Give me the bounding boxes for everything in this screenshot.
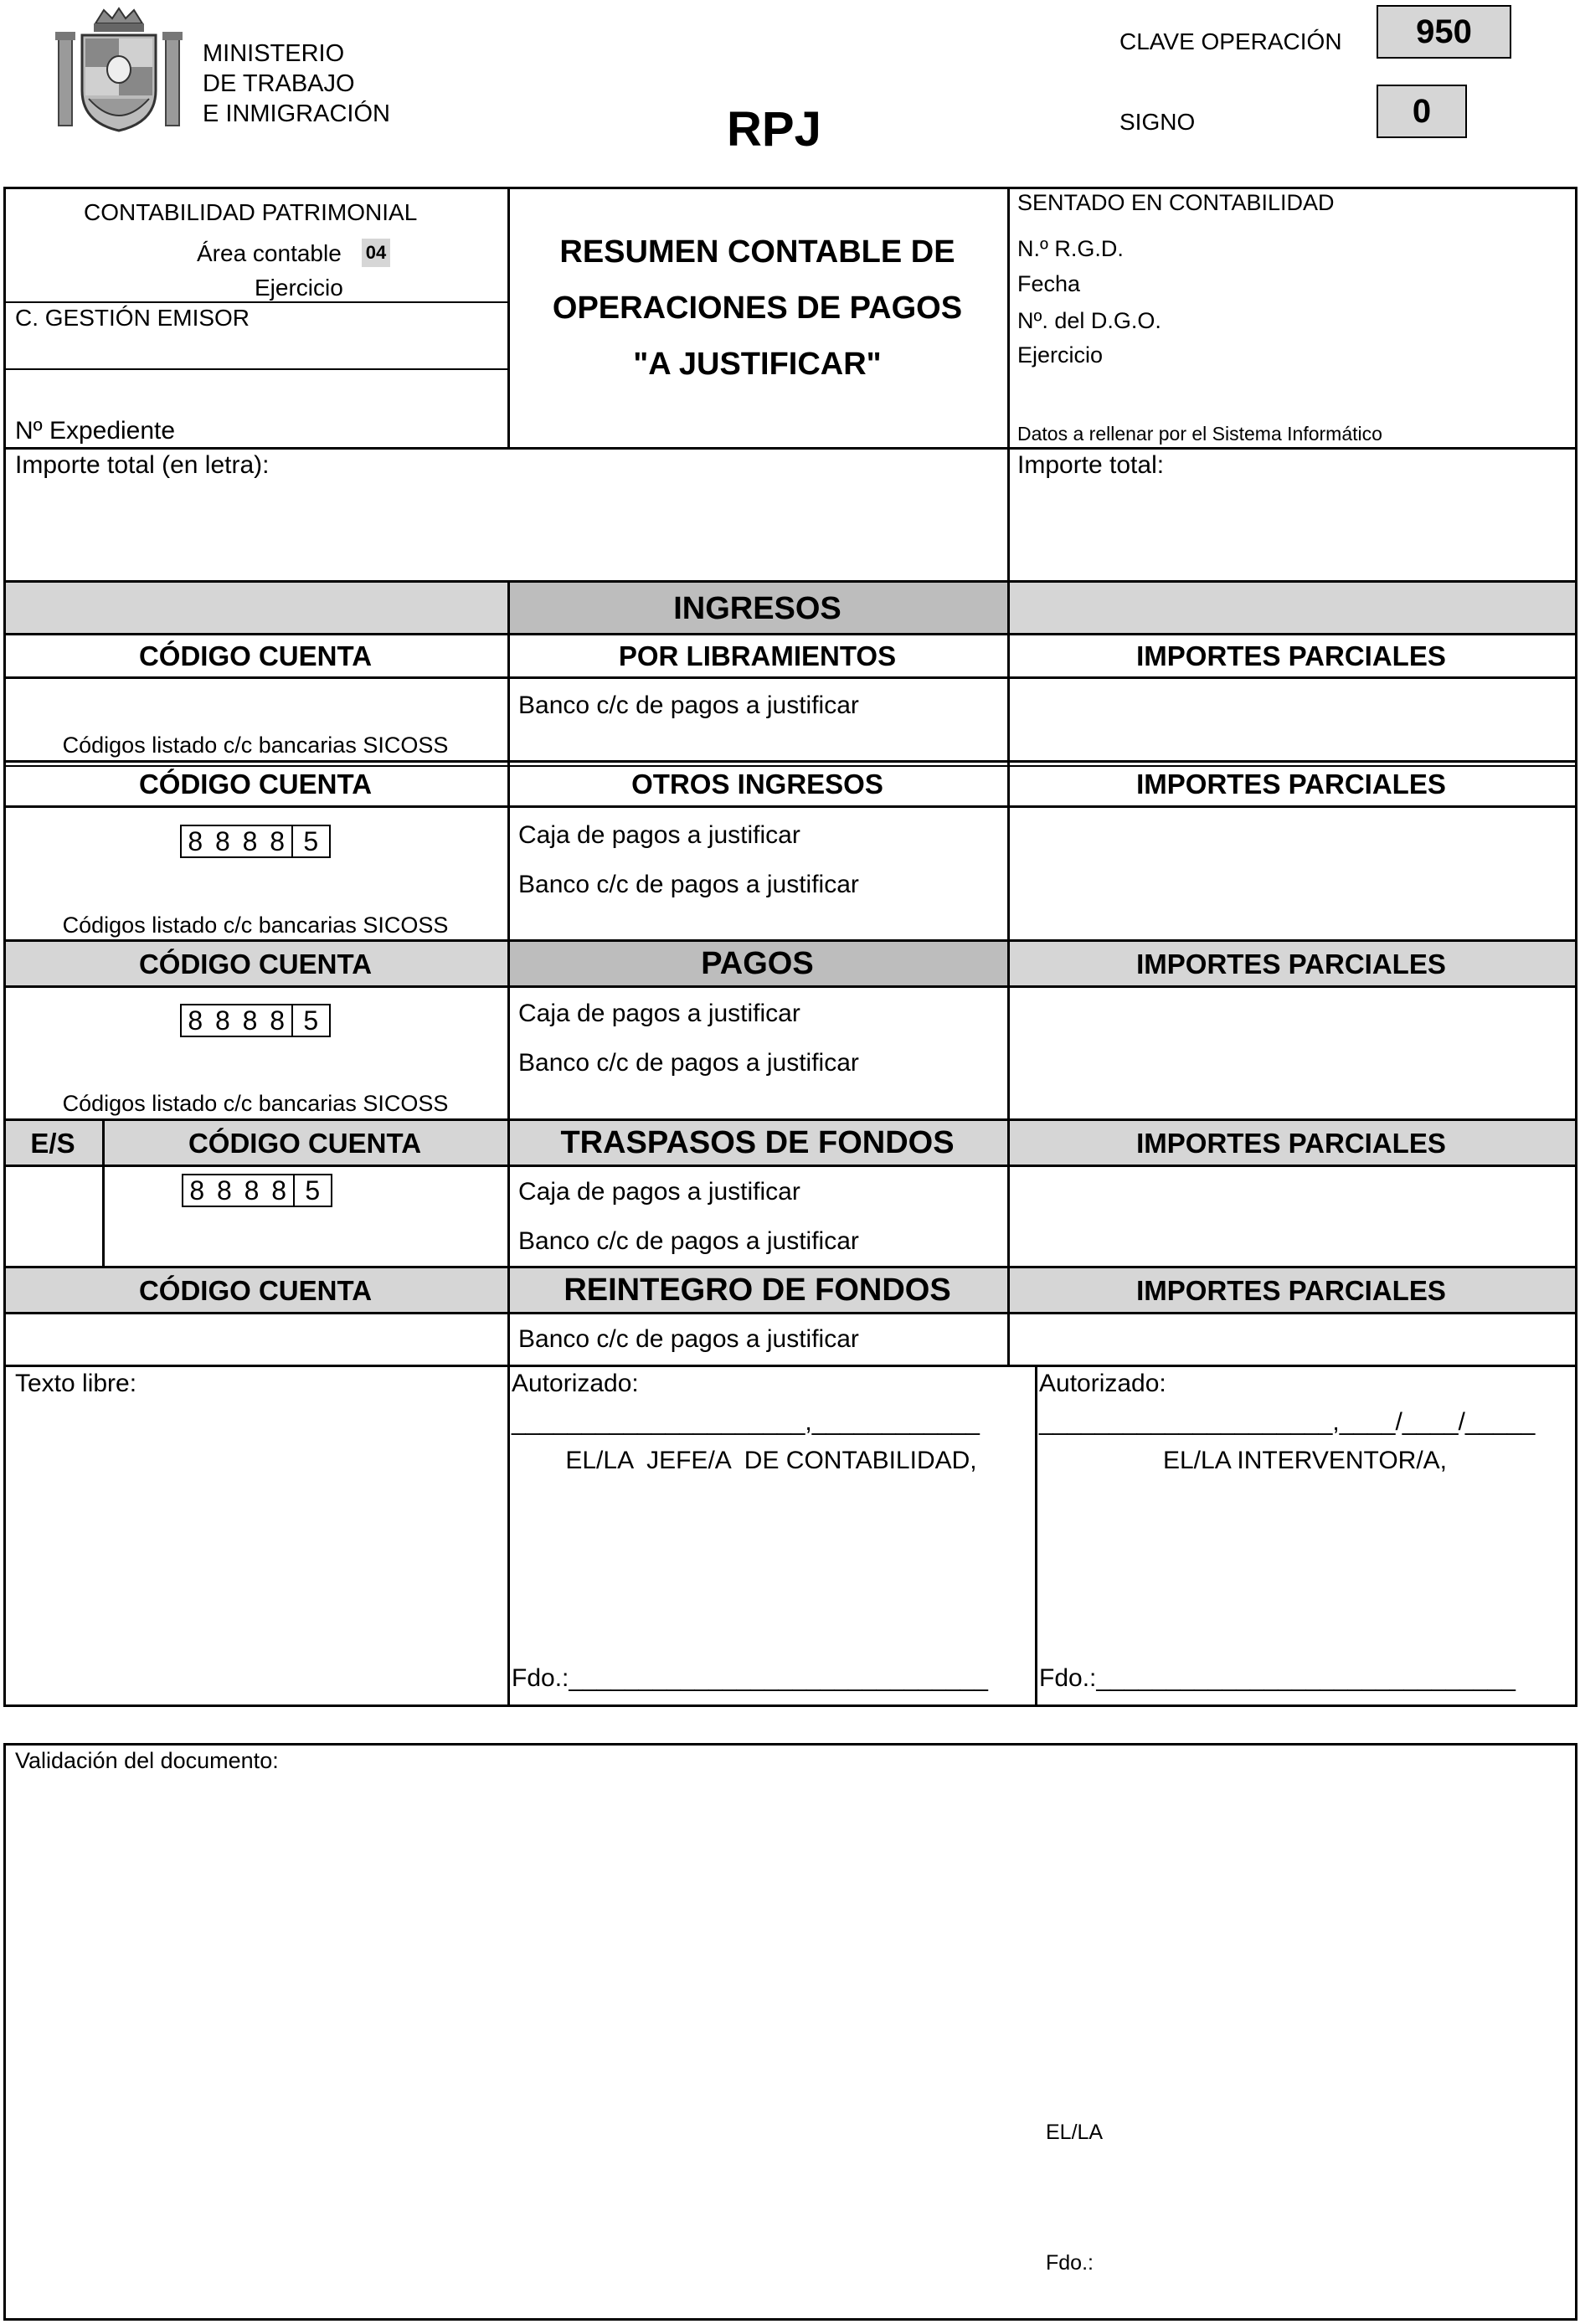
line [3, 676, 1577, 679]
line [3, 760, 1577, 763]
banco-row-2: Banco c/c de pagos a justificar [518, 871, 859, 898]
account-digit: 8 [189, 1175, 205, 1206]
account-digit: 8 [188, 825, 203, 856]
banco-row-5: Banco c/c de pagos a justificar [518, 1325, 859, 1353]
importe-letra-label: Importe total (en letra): [15, 451, 270, 479]
clave-operacion-box [1377, 5, 1511, 59]
line [3, 765, 1577, 767]
traspasos-heading: TRASPASOS DE FONDOS [560, 1125, 955, 1160]
ministry-line-3: E INMIGRACIÓN [203, 100, 390, 127]
interventor-label: EL/LA INTERVENTOR/A, [1162, 1447, 1447, 1474]
line [3, 1704, 1577, 1707]
line [3, 1365, 1577, 1367]
ingresos-band-left [5, 583, 507, 633]
importes-parciales-header-5: IMPORTES PARCIALES [1136, 1275, 1446, 1306]
line [3, 939, 1577, 942]
account-digit: 8 [215, 1005, 230, 1036]
codigo-cuenta-header-3: CÓDIGO CUENTA [138, 949, 373, 979]
otros-ingresos-header: OTROS INGRESOS [631, 769, 883, 800]
line [3, 985, 1577, 988]
account-code-box-3 [182, 1174, 332, 1207]
reintegro-heading: REINTEGRO DE FONDOS [564, 1273, 951, 1308]
validacion-label: Validación del documento: [15, 1748, 279, 1773]
account-digit: 8 [215, 825, 230, 856]
firma-line-2: _____________________,____/____/_____ [1039, 1408, 1536, 1436]
line [3, 301, 507, 303]
ingresos-band-right [1007, 583, 1575, 633]
line [3, 1312, 1577, 1314]
form-code: RPJ [727, 102, 821, 157]
account-code-box-1 [180, 825, 331, 858]
line [3, 1118, 1577, 1121]
importes-parciales-header-3: IMPORTES PARCIALES [1136, 949, 1446, 979]
importe-total-label: Importe total: [1017, 451, 1165, 479]
line [3, 1165, 1577, 1167]
signo-value: 0 [1412, 93, 1432, 130]
account-digit-check: 5 [293, 1175, 332, 1206]
line [3, 580, 1577, 583]
datos-sistema-label: Datos a rellenar por el Sistema Informático [1017, 423, 1382, 445]
banco-row-3: Banco c/c de pagos a justificar [518, 1049, 859, 1077]
account-digit-check: 5 [291, 1005, 330, 1036]
codigos-listado-3: Códigos listado c/c bancarias SICOSS [62, 1091, 449, 1116]
account-digit: 8 [270, 825, 286, 856]
pagos-heading: PAGOS [701, 946, 814, 981]
account-code-box-2 [180, 1004, 331, 1037]
es-header: E/S [30, 1128, 75, 1159]
codigo-cuenta-header-5: CÓDIGO CUENTA [138, 1275, 373, 1306]
fdo-line-1: Fdo.:______________________________ [512, 1664, 988, 1692]
account-digit: 8 [270, 1005, 286, 1036]
area-contable-box [362, 239, 390, 267]
codigos-listado-2: Códigos listado c/c bancarias SICOSS [62, 913, 449, 938]
sentado-label: SENTADO EN CONTABILIDAD [1017, 190, 1335, 215]
line [1575, 187, 1577, 1707]
rgd-label: N.º R.G.D. [1017, 236, 1124, 261]
area-contable-label: Área contable [197, 240, 342, 266]
account-digit: 8 [242, 1005, 258, 1036]
autorizado-label-1: Autorizado: [512, 1370, 639, 1397]
autorizado-label-2: Autorizado: [1039, 1370, 1166, 1397]
importes-parciales-header-2: IMPORTES PARCIALES [1136, 769, 1446, 800]
form-title-line-2: OPERACIONES DE PAGOS [552, 290, 963, 326]
firma-line-1: _____________________,____________ [512, 1408, 980, 1436]
area-contable-value: 04 [365, 242, 387, 263]
caja-row-3: Caja de pagos a justificar [518, 1000, 800, 1027]
line [3, 187, 1577, 189]
jefe-contabilidad-label: EL/LA JEFE/A DE CONTABILIDAD, [565, 1447, 977, 1474]
account-digit: 8 [244, 1175, 260, 1206]
account-digit: 8 [242, 825, 258, 856]
codigo-cuenta-header-2: CÓDIGO CUENTA [138, 769, 373, 800]
validation-box [3, 1743, 1577, 2321]
ejercicio-label: Ejercicio [255, 275, 343, 301]
importes-parciales-header-4: IMPORTES PARCIALES [1136, 1128, 1446, 1159]
caja-row-2: Caja de pagos a justificar [518, 821, 800, 849]
account-digit: 8 [271, 1175, 287, 1206]
fdo-label: Fdo.: [1046, 2251, 1094, 2275]
fecha-label: Fecha [1017, 271, 1081, 296]
banco-row-4: Banco c/c de pagos a justificar [518, 1227, 859, 1255]
codigo-cuenta-header-1: CÓDIGO CUENTA [138, 640, 373, 671]
line [1035, 1365, 1037, 1707]
codigo-cuenta-header-4: CÓDIGO CUENTA [188, 1128, 422, 1159]
line [3, 633, 1577, 635]
caja-row-4: Caja de pagos a justificar [518, 1178, 800, 1206]
por-libramientos-header: POR LIBRAMIENTOS [618, 640, 897, 671]
ejercicio2-label: Ejercicio [1017, 342, 1104, 368]
texto-libre-label: Texto libre: [15, 1370, 137, 1397]
coat-of-arms-icon [55, 7, 183, 134]
contabilidad-patrimonial: CONTABILIDAD PATRIMONIAL [84, 199, 418, 225]
line [3, 187, 6, 1707]
dgo-label: Nº. del D.G.O. [1017, 308, 1161, 333]
line [3, 447, 1577, 450]
line [3, 1266, 1577, 1268]
ingresos-heading: INGRESOS [673, 591, 841, 626]
line [3, 805, 1577, 808]
signo-box [1377, 85, 1467, 138]
banco-row-1: Banco c/c de pagos a justificar [518, 692, 859, 719]
account-digit-check: 5 [291, 826, 330, 856]
fdo-line-2: Fdo.:______________________________ [1039, 1664, 1516, 1692]
expediente-label: Nº Expediente [15, 417, 176, 445]
clave-operacion-label: CLAVE OPERACIÓN [1119, 28, 1342, 54]
importes-parciales-header-1: IMPORTES PARCIALES [1136, 640, 1446, 671]
account-digit: 8 [217, 1175, 232, 1206]
line [3, 368, 507, 370]
el-la-label: EL/LA [1046, 2121, 1104, 2144]
ministry-line-1: MINISTERIO [203, 40, 345, 67]
account-digit: 8 [188, 1005, 203, 1036]
form-title-line-1: RESUMEN CONTABLE DE [559, 234, 955, 270]
form-title-line-3: "A JUSTIFICAR" [633, 347, 882, 382]
signo-label: SIGNO [1119, 109, 1196, 135]
ministry-line-2: DE TRABAJO [203, 70, 355, 97]
gestion-emisor-label: C. GESTIÓN EMISOR [15, 305, 250, 331]
codigos-listado-1: Códigos listado c/c bancarias SICOSS [62, 733, 449, 758]
clave-operacion-value: 950 [1416, 13, 1472, 50]
